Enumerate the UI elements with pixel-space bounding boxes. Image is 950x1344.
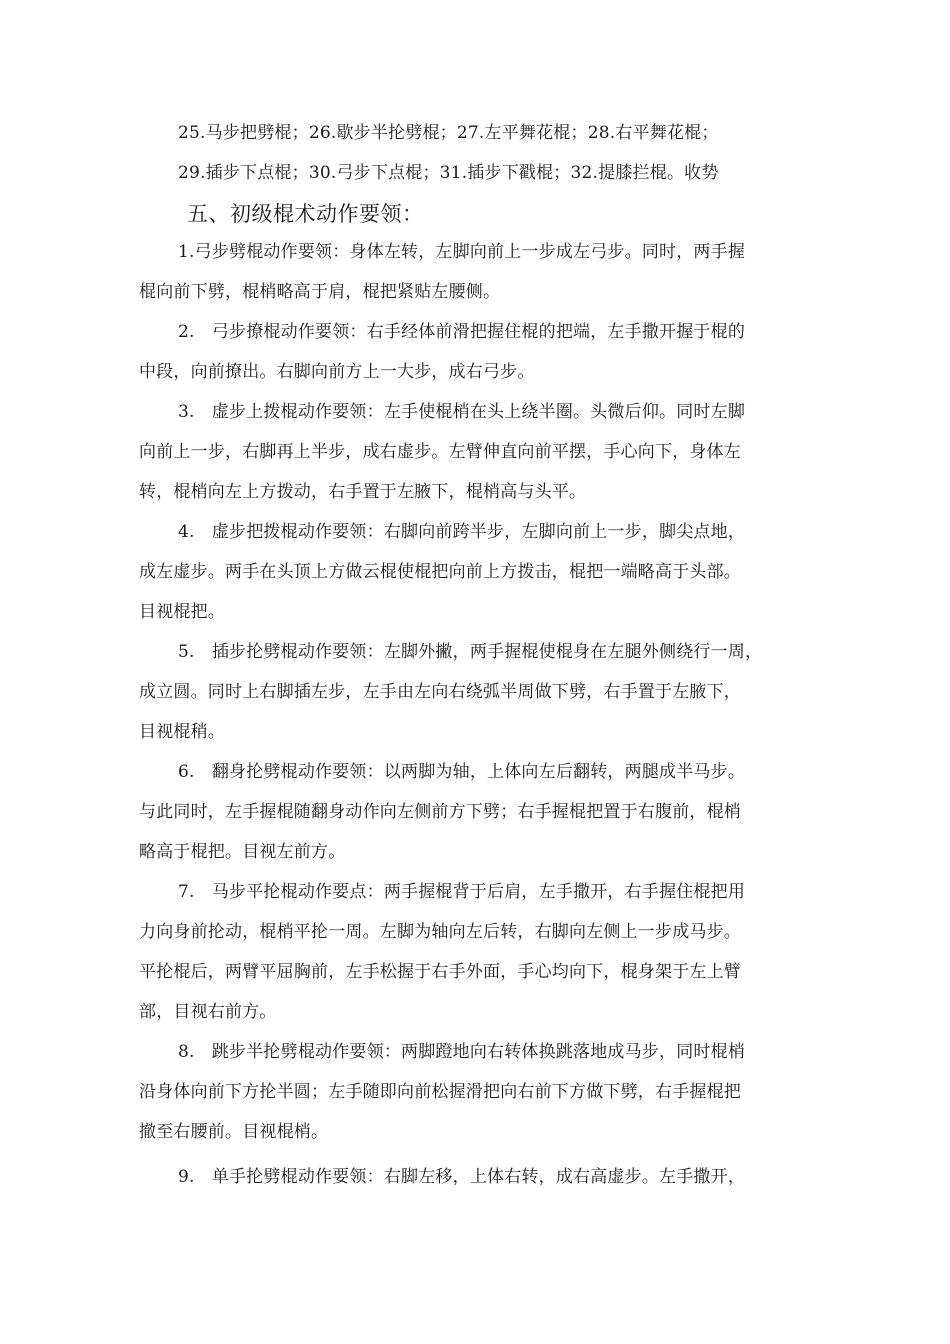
paragraph-line: 1.弓步劈棍动作要领：身体左转，左脚向前上一步成左弓步。同时，两手握 bbox=[178, 242, 746, 262]
paragraph-line: 5. 插步抡劈棍动作要领：左脚外撇，两手握棍使棍身在左腿外侧绕行一周， bbox=[178, 642, 763, 662]
paragraph-line: 目视棍稍。 bbox=[139, 722, 225, 742]
paragraph-line: 成立圆。同时上右脚插左步，左手由左向右绕弧半周做下劈，右手置于左腋下， bbox=[139, 682, 741, 702]
list-line: 25.马步把劈棍；26.歇步半抡劈棍；27.左平舞花棍；28.右平舞花棍； bbox=[178, 123, 719, 143]
paragraph-line: 8. 跳步半抡劈棍动作要领：两脚蹬地向右转体换跳落地成马步，同时棍梢 bbox=[178, 1042, 746, 1062]
paragraph-line: 部，目视右前方。 bbox=[139, 1002, 277, 1022]
paragraph-line: 中段，向前撩出。右脚向前方上一大步，成右弓步。 bbox=[139, 362, 535, 382]
paragraph-line: 略高于棍把。目视左前方。 bbox=[139, 842, 346, 862]
paragraph-line: 2. 弓步撩棍动作要领：右手经体前滑把握住棍的把端，左手撒开握于棍的 bbox=[178, 322, 746, 342]
paragraph-line: 成左虚步。两手在头顶上方做云棍使棍把向前上方拨击，棍把一端略高于头部。 bbox=[139, 562, 741, 582]
paragraph-line: 7. 马步平抡棍动作要点：两手握棍背于后肩，左手撒开，右手握住棍把用 bbox=[178, 882, 746, 902]
paragraph-line: 平抡棍后，两臂平屈胸前，左手松握于右手外面，手心均向下，棍身架于左上臂 bbox=[139, 962, 741, 982]
paragraph-line: 9. 单手抡劈棍动作要领：右脚左移，上体右转，成右高虚步。左手撒开， bbox=[178, 1167, 746, 1187]
paragraph-line: 4. 虚步把拨棍动作要领：右脚向前跨半步，左脚向前上一步，脚尖点地， bbox=[178, 522, 746, 542]
paragraph-line: 与此同时，左手握棍随翻身动作向左侧前方下劈；右手握棍把置于右腹前，棍梢 bbox=[139, 802, 741, 822]
paragraph-line: 棍向前下劈，棍梢略高于肩，棍把紧贴左腰侧。 bbox=[139, 282, 501, 302]
paragraph-line: 目视棍把。 bbox=[139, 602, 225, 622]
paragraph-line: 沿身体向前下方抡半圆；左手随即向前松握滑把向右前下方做下劈，右手握棍把 bbox=[139, 1082, 741, 1102]
paragraph-line: 撤至右腰前。目视棍梢。 bbox=[139, 1122, 329, 1142]
list-line: 29.插步下点棍；30.弓步下点棍；31.插步下戳棍；32.提膝拦棍。收势 bbox=[178, 163, 719, 183]
paragraph-line: 力向身前抡动，棍梢平抡一周。左脚为轴向左后转，右脚向左侧上一步成马步。 bbox=[139, 922, 741, 942]
section-heading: 五、初级棍术动作要领： bbox=[187, 202, 424, 226]
paragraph-line: 3. 虚步上拨棍动作要领：左手使棍梢在头上绕半圈。头微后仰。同时左脚 bbox=[178, 402, 746, 422]
paragraph-line: 6. 翻身抡劈棍动作要领：以两脚为轴，上体向左后翻转，两腿成半马步。 bbox=[178, 762, 746, 782]
paragraph-line: 向前上一步，右脚再上半步，成右虚步。左臂伸直向前平摆，手心向下，身体左 bbox=[139, 442, 741, 462]
paragraph-line: 转，棍梢向左上方拨动，右手置于左腋下，棍梢高与头平。 bbox=[139, 482, 587, 502]
